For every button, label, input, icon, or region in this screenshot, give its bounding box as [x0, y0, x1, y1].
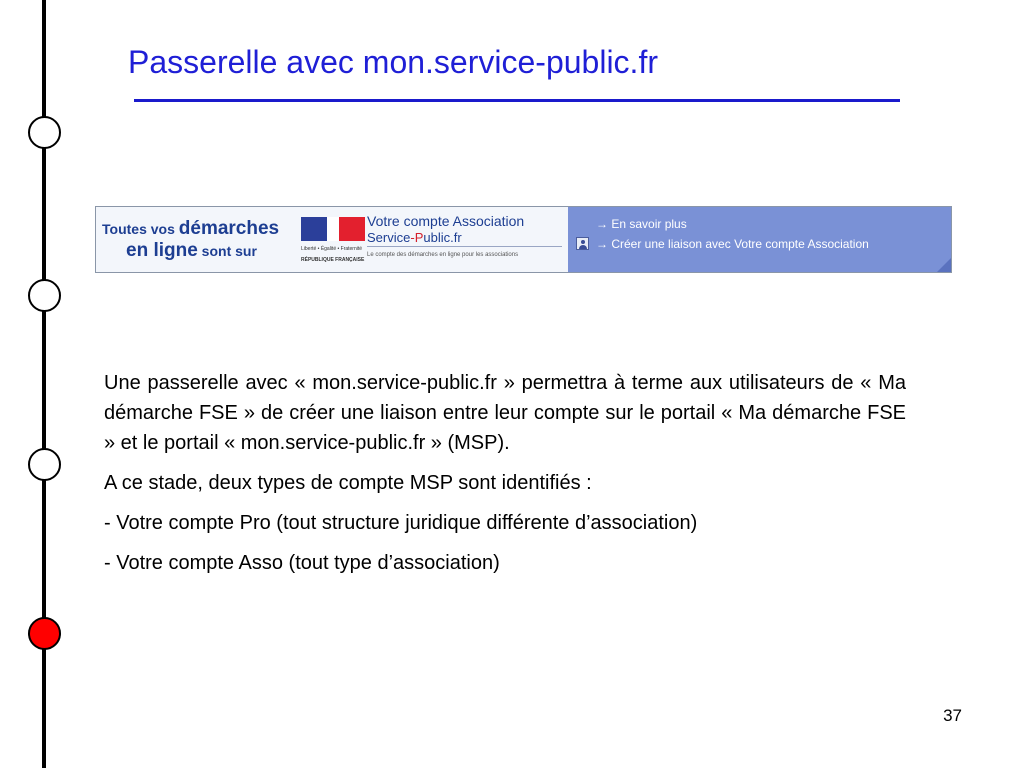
brand-title: Votre compte Association — [367, 213, 525, 229]
marianne-flag-icon — [301, 217, 363, 241]
brand-service-public — [367, 230, 562, 247]
banner-corner-decoration — [937, 258, 951, 272]
account-icon — [576, 237, 589, 250]
rf-motto: Liberté • Égalité • Fraternité — [301, 246, 363, 252]
paragraph-types: A ce stade, deux types de compte MSP sont identifiés : — [104, 472, 592, 494]
brand-subtitle: Le compte des démarches en ligne pour les associations — [367, 252, 519, 258]
brand-sp-pre: Service — [367, 230, 411, 245]
banner-right-panel — [568, 207, 951, 272]
banner-tagline — [96, 219, 296, 260]
msp-banner[interactable] — [95, 206, 952, 273]
tagline-big-2: en ligne — [126, 240, 198, 261]
tagline-small-2: sont sur — [197, 243, 257, 259]
learn-more-link[interactable]: → En savoir plus — [596, 217, 687, 231]
timeline-dot[interactable] — [28, 116, 61, 149]
list-item-asso: - Votre compte Asso (tout type d’association) — [104, 552, 500, 574]
tagline-small-1: Toutes vos — [102, 221, 179, 237]
banner-left-panel — [96, 207, 568, 272]
list-item-pro: - Votre compte Pro (tout structure juridique différente d’association) — [104, 512, 698, 534]
rf-name: RÉPUBLIQUE FRANÇAISE — [301, 257, 365, 263]
page-number: 37 — [943, 706, 962, 725]
body-text — [104, 368, 906, 588]
timeline-dot-active[interactable] — [28, 617, 61, 650]
timeline-dot[interactable] — [28, 448, 61, 481]
brand-sp-dash: -P — [410, 230, 424, 245]
timeline-dot[interactable] — [28, 279, 61, 312]
title-underline — [134, 99, 900, 102]
tagline-big-1: démarches — [178, 218, 280, 239]
brand-block — [367, 213, 562, 258]
slide-title: Passerelle avec mon.service-public.fr — [128, 44, 658, 80]
paragraph-intro: Une passerelle avec « mon.service-public.fr » permettra à terme aux utilisateurs de « Ma démarche FSE » de créer une liaison entre leur compte sur le portail « Ma démarche FSE » et le portail « mon.service-public.fr » (MSP). — [104, 372, 906, 454]
create-link-link[interactable]: → Créer une liaison avec Votre compte Association — [596, 237, 869, 251]
brand-sp-post: ublic.fr — [423, 230, 462, 245]
republique-francaise-logo — [299, 215, 365, 267]
